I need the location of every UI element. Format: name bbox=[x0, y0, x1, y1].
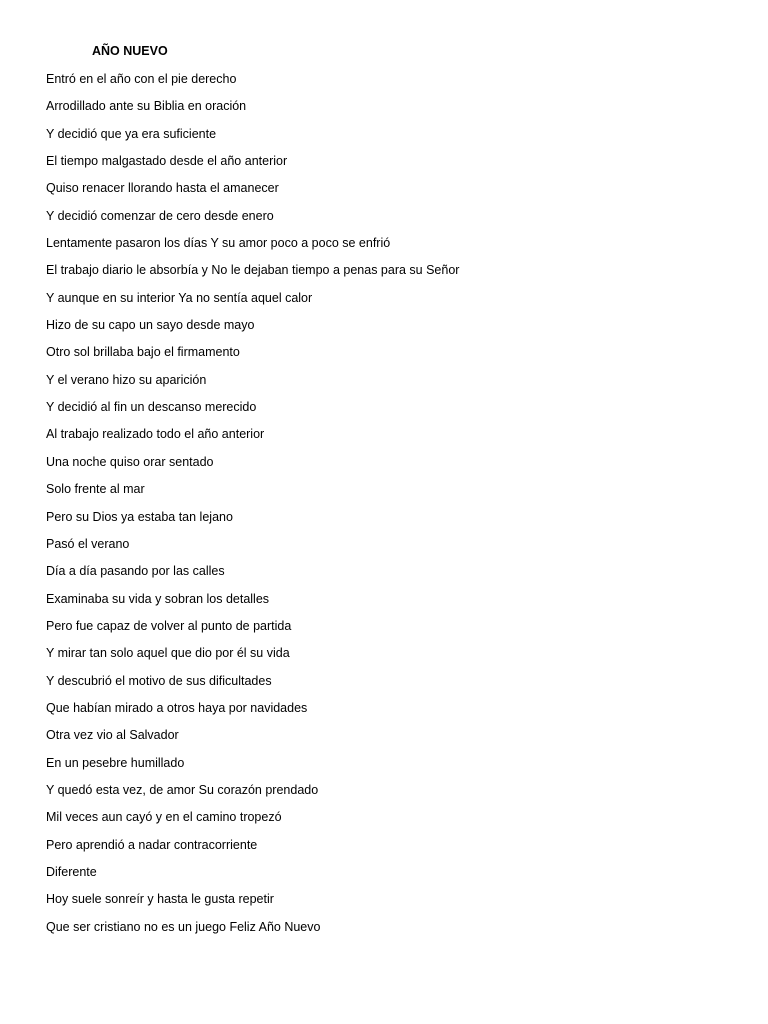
poem-line: Pero aprendió a nadar contracorriente bbox=[46, 837, 258, 852]
poem-line: Que ser cristiano no es un juego Feliz Año Nuevo bbox=[46, 919, 321, 934]
poem-line: Mil veces aun cayó y en el camino tropezó bbox=[46, 810, 282, 825]
poem-line: Y quedó esta vez, de amor Su corazón prendado bbox=[46, 782, 319, 797]
poem-line: Entró en el año con el pie derecho bbox=[46, 72, 237, 86]
document-title: AÑO NUEVO bbox=[92, 44, 168, 58]
poem-line: Y aunque en su interior Ya no sentía aquel calor bbox=[46, 290, 313, 305]
poem-line: Otra vez vio al Salvador bbox=[46, 728, 179, 743]
poem-line: Solo frente al mar bbox=[46, 482, 145, 497]
poem-line: Y decidió comenzar de cero desde enero bbox=[46, 208, 274, 223]
poem-line: Quiso renacer llorando hasta el amanecer bbox=[46, 181, 279, 196]
poem-line: Pero su Dios ya estaba tan lejano bbox=[46, 509, 233, 524]
poem-line: Pero fue capaz de volver al punto de partida bbox=[46, 618, 292, 633]
poem-line: Y decidió al fin un descanso merecido bbox=[46, 400, 257, 415]
poem-line: Diferente bbox=[46, 864, 97, 879]
poem-line: Una noche quiso orar sentado bbox=[46, 454, 214, 469]
poem-line: Arrodillado ante su Biblia en oración bbox=[46, 99, 247, 114]
poem-line: Lentamente pasaron los días Y su amor poco a poco se enfrió bbox=[46, 236, 391, 251]
poem-line: Examinaba su vida y sobran los detalles bbox=[46, 591, 270, 606]
poem-line: Hoy suele sonreír y hasta le gusta repetir bbox=[46, 892, 274, 907]
poem-line: Que habían mirado a otros haya por navidades bbox=[46, 700, 308, 715]
poem-line: Pasó el verano bbox=[46, 536, 130, 551]
poem-line: Al trabajo realizado todo el año anterior bbox=[46, 427, 265, 442]
poem-line: El trabajo diario le absorbía y No le dejaban tiempo a penas para su Señor bbox=[46, 263, 460, 278]
poem-line: Y descubrió el motivo de sus dificultades bbox=[46, 673, 272, 688]
poem-line: Y decidió que ya era suficiente bbox=[46, 126, 217, 141]
poem-line: Hizo de su capo un sayo desde mayo bbox=[46, 318, 255, 333]
poem-body bbox=[46, 71, 459, 946]
poem-line: Día a día pasando por las calles bbox=[46, 564, 225, 579]
poem-line: Otro sol brillaba bajo el firmamento bbox=[46, 345, 240, 360]
poem-line: Y mirar tan solo aquel que dio por él su vida bbox=[46, 646, 290, 661]
poem-line: El tiempo malgastado desde el año anterior bbox=[46, 154, 288, 169]
poem-line: En un pesebre humillado bbox=[46, 755, 185, 770]
poem-line: Y el verano hizo su aparición bbox=[46, 372, 207, 387]
